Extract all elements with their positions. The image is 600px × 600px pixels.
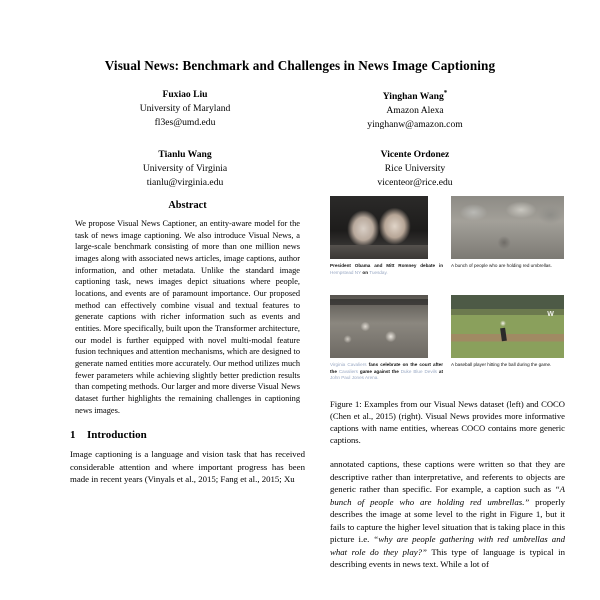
figure-cell-2 [451,196,564,285]
author-affiliation: University of Maryland [139,102,231,114]
author-email: fl3es@umd.edu [154,116,216,128]
author-block-3 [70,148,300,190]
quoted-caption-2: “why are people gathering with red umbrellas and what role do they play?” [330,534,565,557]
batter-figure-shape [500,327,507,341]
author-affiliation: University of Virginia [142,162,228,174]
author-footnote-marker: * [443,88,448,97]
author-email: vicenteor@rice.edu [377,176,453,188]
figure-1 [330,196,565,446]
authors-row-1 [70,74,530,132]
author-affiliation: Rice University [384,162,446,174]
figure-image-caption-4: A baseball player hitting the ball during the game. [451,362,552,367]
author-name: Fuxiao Liu [162,88,208,100]
figure-cell-3 [330,295,443,384]
section-number: 1 [70,429,76,442]
two-column-body [0,196,600,600]
figure-cell-4 [451,295,564,384]
author-name-wrapper [300,88,530,104]
figure-cell-1 [330,196,443,285]
page-title: Visual News: Benchmark and Challenges in News Image Captioning [104,58,496,73]
abstract-text: We propose Visual News Captioner, an entity-aware model for the task of news image captioning. We also introduce Visual News, a large-scale benchmark consisting of more than one million news images along with associated news articles, image captions, author information, and other metadata. Unlike the standard image captioning task, news images depict situations where people, locations, and events are of paramount importance. Our proposed method can effectively combine visual and textual features to generate captions with richer information such as events and entities. More specifically, built upon the Transformer architecture, our model is further equipped with novel multi-modal feature fusion techniques and attention mechanisms, which are designed to generate named entities more accurately. Our method utilizes much fewer parameters while achieving slightly better prediction results than competing methods. Our larger and more diverse Visual News dataset further highlights the remaining challenges in captioning news images. [75,219,300,415]
author-block-2 [300,88,530,132]
baseball-player-photo [451,295,564,358]
stadium-w-logo: W [547,311,554,319]
paragraph-text-part-2: properly describes the image at some level to the right in Figure 1, but it fails to capture the higher level situation that is taking place in this picture i.e. [330,496,565,545]
quoted-caption-1: “A bunch of people who are holding red umbrellas.” [330,484,565,507]
column-gutter [305,196,330,600]
right-column [330,196,565,600]
author-block-1 [70,88,300,132]
figure-image-caption-3: Virginia Cavaliers fans celebrate on the court after the Cavaliers game against the Duke Blue Devils at John Paul Jones Arena. [330,362,443,381]
figure-row-1 [330,196,565,285]
paragraph-text-part-1: annotated captions, these captions were written so that they are descriptive rather than interpretative, and referents to objects are generic rather than specific. For example, a caption such as [330,459,565,495]
figure-image-caption-1: President Obama and Mitt Romney debate in Hempstead NY on Tuesday. [330,263,444,275]
author-affiliation: Amazon Alexa [386,104,444,116]
left-column [70,196,305,600]
figure-caption: Figure 1: Examples from our Visual News dataset (left) and COCO (Chen et al., 2015) (right). Visual News provides more informative captions with name entities, whereas COCO contains more generic captions. [330,399,565,446]
paragraph-text-part-3: This type of language is typical in describing events in news text. While a lot of [330,546,565,570]
author-block-4 [300,148,530,190]
arena-rail-shape [330,299,428,305]
figure-row-2 [330,295,565,384]
author-email: tianlu@virginia.edu [146,176,224,188]
obama-romney-debate-photo [330,196,428,259]
author-email: yinghanw@amazon.com [367,118,463,130]
author-name: Yinghan Wang [382,91,444,103]
podium-shape [330,245,428,259]
introduction-paragraph: Image captioning is a language and vision task that has received considerable attention and where important progress has been made in recent years (Vinyals et al., 2015; Fang et al., 2015; Xu [70,449,305,485]
red-umbrellas-crowd-photo [451,196,564,259]
introduction-heading [70,429,305,441]
author-name: Vicente Ordonez [380,148,450,160]
author-name: Tianlu Wang [158,148,212,160]
authors-row-2 [70,132,530,190]
virginia-cavaliers-fans-photo [330,295,428,358]
abstract-heading: Abstract [168,200,207,211]
section-title: Introduction [87,429,147,442]
right-column-paragraph [330,458,565,571]
figure-image-caption-2: A bunch of people who are holding red umbrellas. [451,263,552,268]
